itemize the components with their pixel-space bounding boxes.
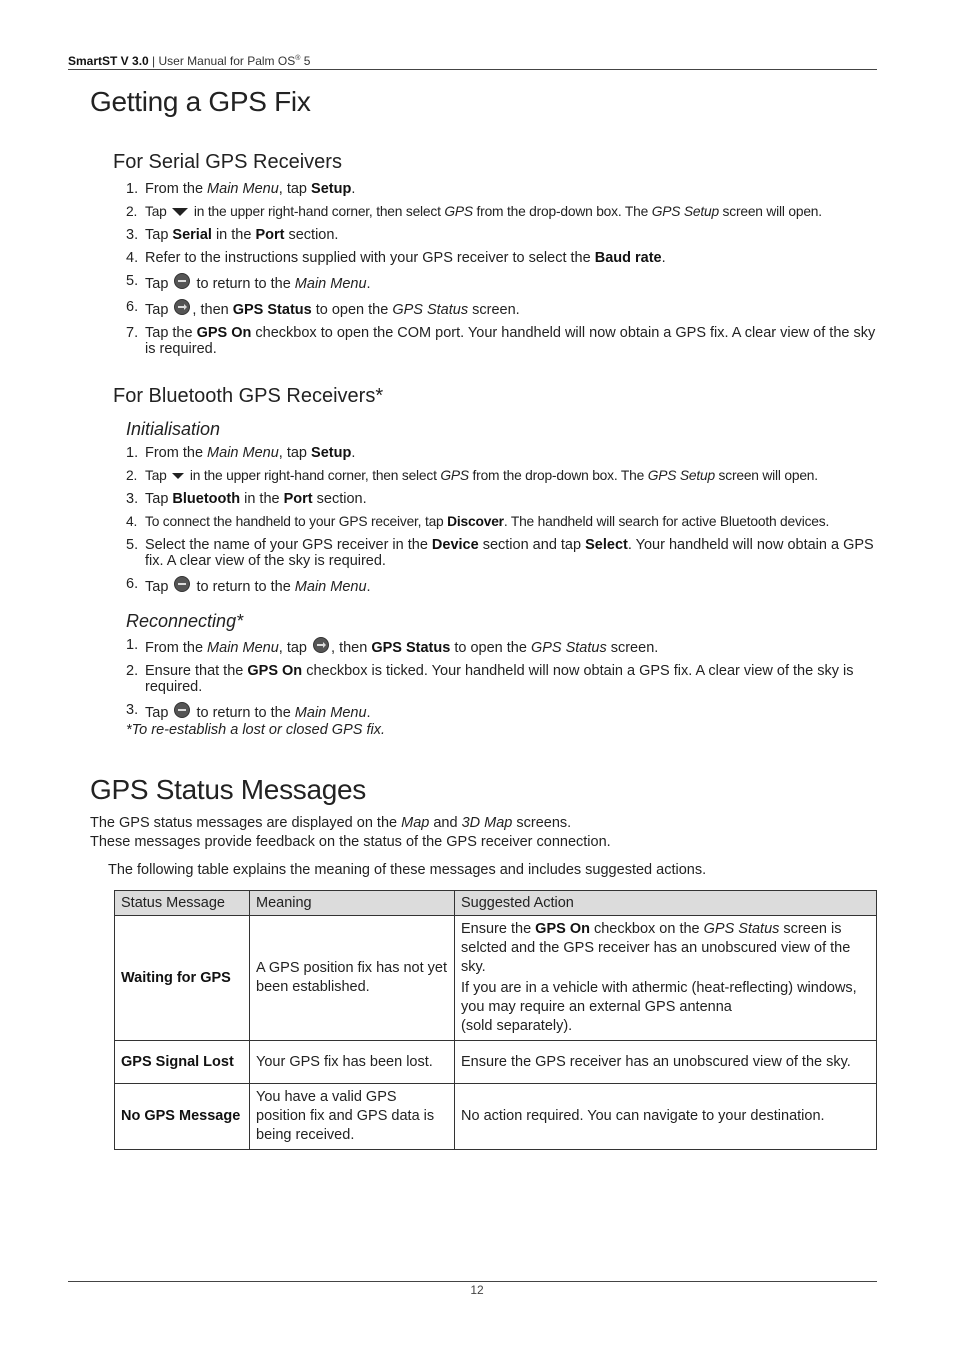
table-intro: The following table explains the meaning of these messages and includes suggested actions. [108, 862, 707, 878]
heading-reconnecting: Reconnecting* [126, 611, 244, 631]
section-title-status-messages: GPS Status Messages [90, 774, 366, 805]
list-item: 3. Tap to return to the Main Menu. [126, 702, 371, 721]
list-item: 3. Tap Serial in the Port section. [126, 227, 339, 243]
dropdown-arrow-icon [172, 473, 184, 479]
action-cell: No action required. You can navigate to your destination. [455, 1084, 877, 1150]
header-separator: | [148, 54, 159, 68]
list-item: 1. From the Main Menu, tap Setup. [126, 181, 356, 197]
status-cell: Waiting for GPS [115, 916, 250, 1041]
status-cell: No GPS Message [115, 1084, 250, 1150]
list-item: 2. Ensure that the GPS On checkbox is ticked. Your handheld will now obtain a GPS fix. A clear view of the sky is required. [126, 663, 854, 695]
bluetooth-reconnect-steps-list [126, 637, 878, 728]
bluetooth-init-steps-list [126, 445, 878, 602]
meaning-cell: A GPS position fix has not yet been established. [250, 916, 455, 1041]
meaning-cell: You have a valid GPS position fix and GPS data is being received. [250, 1084, 455, 1150]
back-button-icon [174, 702, 190, 718]
table-row [115, 1041, 877, 1084]
list-item: 4. To connect the handheld to your GPS receiver, tap Discover. The handheld will search for active Bluetooth devices. [126, 514, 830, 529]
manual-version: 5 [300, 54, 311, 68]
table-header-row [115, 891, 877, 916]
column-header-action: Suggested Action [455, 891, 877, 916]
list-item: 4. Refer to the instructions supplied with your GPS receiver to select the Baud rate. [126, 250, 666, 266]
intro-line-1: The GPS status messages are displayed on the Map and 3D Map screens. [90, 815, 572, 831]
intro-line-2: These messages provide feedback on the status of the GPS receiver connection. [90, 834, 611, 850]
back-button-icon [174, 273, 190, 289]
intro-paragraph [90, 814, 611, 852]
action-cell: Ensure the GPS On checkbox on the GPS Status screen is selcted and the GPS receiver has an unobscured view of the sky. If you are in a vehicle with athermic (heat-reflecting) windows, you may require an external GPS antenna (sold separately). [455, 916, 877, 1041]
list-item: 5. Select the name of your GPS receiver in the Device section and tap Select. Your handheld will now obtain a GPS fix. A clear view of the sky is required. [126, 537, 874, 569]
list-item: 7. Tap the GPS On checkbox to open the COM port. Your handheld will now obtain a GPS fix. A clear view of the sky is required. [126, 325, 876, 357]
column-header-status: Status Message [115, 891, 250, 916]
manual-title: User Manual for Palm OS [158, 54, 296, 68]
page-number: 12 [470, 1283, 484, 1297]
list-item: 5. Tap to return to the Main Menu. [126, 273, 371, 292]
serial-steps-list [126, 181, 878, 364]
product-name: SmartST V 3.0 [68, 54, 149, 68]
registered-mark: ® [295, 55, 301, 62]
page-header [68, 51, 877, 70]
dropdown-arrow-icon [172, 208, 188, 216]
list-item: 2. Tap in the upper right-hand corner, then select GPS from the drop-down box. The GPS Setup screen will open. [126, 468, 818, 483]
subsection-title-bluetooth: For Bluetooth GPS Receivers* [113, 385, 384, 407]
back-button-icon [174, 576, 190, 592]
list-item: 1. From the Main Menu, tap , then GPS Status to open the GPS Status screen. [126, 637, 659, 656]
footnote: *To re-establish a lost or closed GPS fix. [126, 722, 385, 738]
table-row [115, 1084, 877, 1150]
forward-button-icon [313, 637, 329, 653]
list-item: 2. Tap in the upper right-hand corner, then select GPS from the drop-down box. The GPS Setup screen will open. [126, 204, 822, 219]
footer-divider [68, 1281, 877, 1282]
section-title-gps-fix: Getting a GPS Fix [90, 86, 311, 117]
status-messages-table [114, 890, 877, 1150]
list-item: 6. Tap to return to the Main Menu. [126, 576, 371, 595]
list-item: 1. From the Main Menu, tap Setup. [126, 445, 356, 461]
status-cell: GPS Signal Lost [115, 1041, 250, 1084]
column-header-meaning: Meaning [250, 891, 455, 916]
action-cell: Ensure the GPS receiver has an unobscured view of the sky. [455, 1041, 877, 1084]
meaning-cell: Your GPS fix has been lost. [250, 1041, 455, 1084]
forward-button-icon [174, 299, 190, 315]
table-row [115, 916, 877, 1041]
heading-initialisation: Initialisation [126, 419, 221, 439]
list-item: 3. Tap Bluetooth in the Port section. [126, 491, 367, 507]
subsection-title-serial: For Serial GPS Receivers [113, 151, 342, 173]
list-item: 6. Tap , then GPS Status to open the GPS Status screen. [126, 299, 520, 318]
